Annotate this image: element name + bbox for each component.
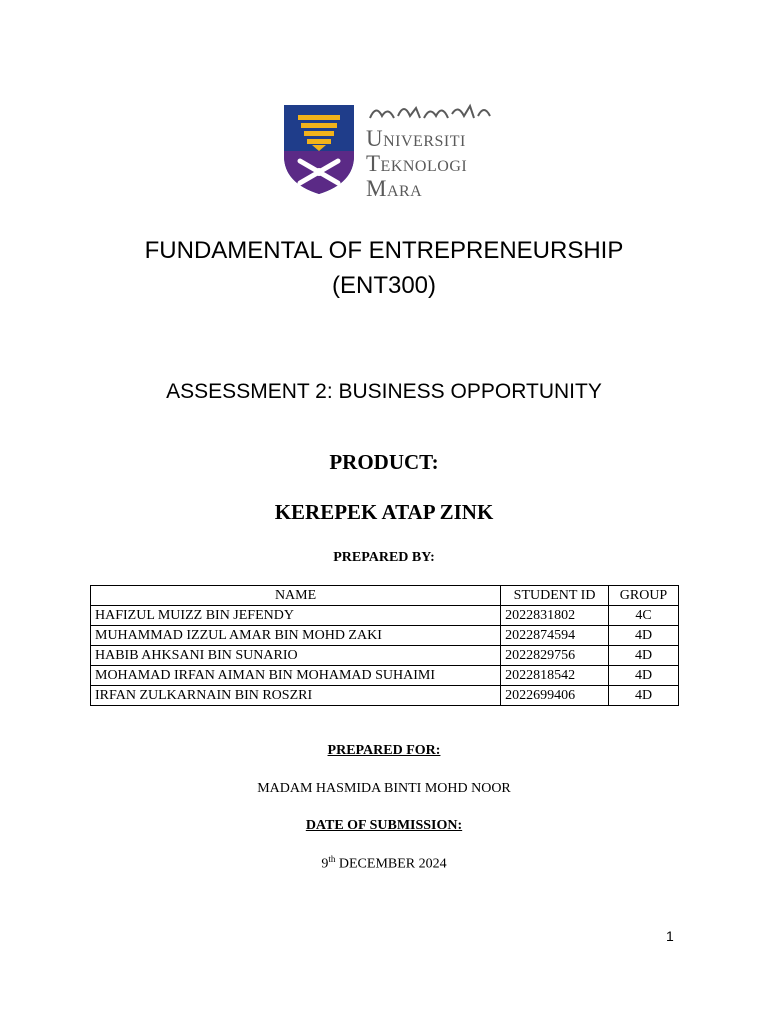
members-table <box>90 585 679 706</box>
logo-wordmark <box>366 126 467 201</box>
logo-line-1: Universiti <box>366 126 466 151</box>
table-row <box>91 646 679 666</box>
date-month-year: DECEMBER 2024 <box>335 856 447 872</box>
product-label: PRODUCT: <box>329 450 439 474</box>
member-name: HAFIZUL MUIZZ BIN JEFENDY <box>91 606 501 626</box>
member-group: 4D <box>609 666 679 686</box>
member-name: HABIB AHKSANI BIN SUNARIO <box>91 646 501 666</box>
prepared-for-label: PREPARED FOR: <box>327 743 441 758</box>
member-id: 2022818542 <box>501 666 609 686</box>
page-number: 1 <box>666 928 674 944</box>
logo-jawi-text <box>366 100 496 124</box>
submission-date <box>0 854 768 873</box>
member-group: 4D <box>609 686 679 706</box>
prepared-by-label: PREPARED BY: <box>333 550 435 565</box>
header-student-id: STUDENT ID <box>501 586 609 606</box>
header-group: GROUP <box>609 586 679 606</box>
header-name: NAME <box>91 586 501 606</box>
member-id: 2022831802 <box>501 606 609 626</box>
member-name: IRFAN ZULKARNAIN BIN ROSZRI <box>91 686 501 706</box>
member-group: 4C <box>609 606 679 626</box>
member-group: 4D <box>609 626 679 646</box>
table-row <box>91 686 679 706</box>
member-id: 2022699406 <box>501 686 609 706</box>
member-group: 4D <box>609 646 679 666</box>
submission-date-label: DATE OF SUBMISSION: <box>305 818 463 833</box>
course-title: FUNDAMENTAL OF ENTREPRENEURSHIP <box>144 237 624 264</box>
product-name: KEREPEK ATAP ZINK <box>274 500 494 524</box>
date-suffix: th <box>328 854 336 864</box>
lecturer-name: MADAM HASMIDA BINTI MOHD NOOR <box>257 781 511 796</box>
course-code: (ENT300) <box>331 272 437 299</box>
logo-line-3: Mara <box>366 176 423 201</box>
member-id: 2022874594 <box>501 626 609 646</box>
uitm-shield-icon <box>282 101 356 196</box>
date-day: 9 <box>321 856 329 872</box>
table-row <box>91 666 679 686</box>
member-name: MUHAMMAD IZZUL AMAR BIN MOHD ZAKI <box>91 626 501 646</box>
logo-line-2: Teknologi <box>366 151 468 176</box>
assessment-title: ASSESSMENT 2: BUSINESS OPPORTUNITY <box>166 380 602 403</box>
table-header-row <box>91 586 679 606</box>
member-name: MOHAMAD IRFAN AIMAN BIN MOHAMAD SUHAIMI <box>91 666 501 686</box>
table-row <box>91 606 679 626</box>
table-row <box>91 626 679 646</box>
member-id: 2022829756 <box>501 646 609 666</box>
